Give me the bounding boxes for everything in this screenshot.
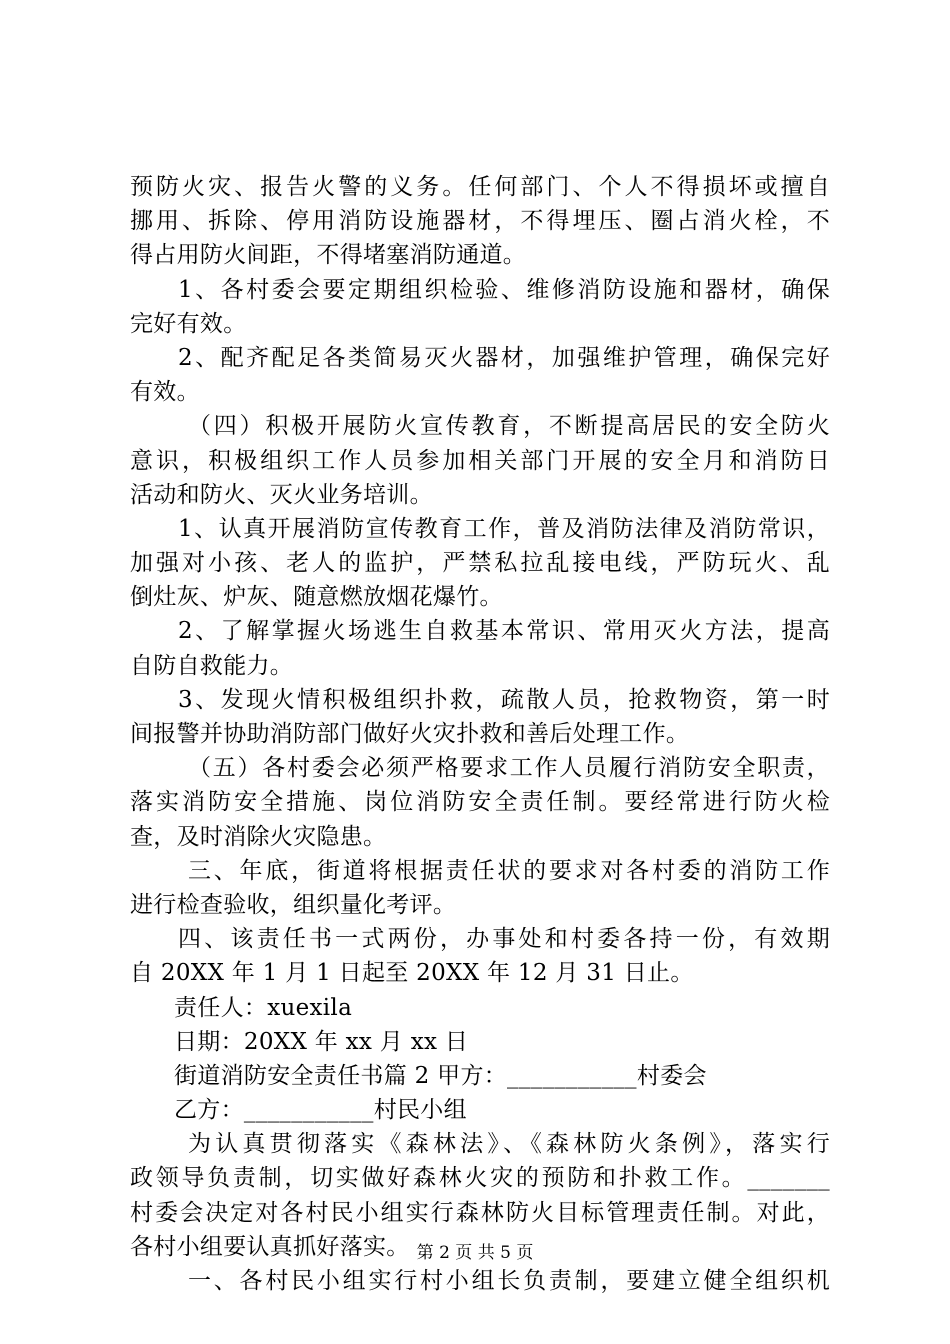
text-line: 2、配齐配足各类简易灭火器材，加强维护管理，确保完好 [178, 344, 830, 371]
text-line: 落实消防安全措施、岗位消防安全责任制。要经常进行防火检 [130, 789, 830, 816]
text-line: 为认真贯彻落实《森林法》、《森林防火条例》，落实行 [188, 1131, 830, 1158]
text-line: 3、发现火情积极组织扑救，疏散人员，抢救物资，第一时 [178, 686, 830, 713]
page-footer [0, 1242, 950, 1264]
text-line: 1、各村委会要定期组织检验、维修消防设施和器材，确保 [178, 276, 830, 303]
text-line: 乙方：___________村民小组 [174, 1097, 467, 1124]
text-line: 完好有效。 [130, 310, 247, 337]
text-line: 倒灶灰、炉灰、随意燃放烟花爆竹。 [130, 584, 503, 611]
text-line: 各村小组要认真抓好落实。 [130, 1233, 410, 1260]
text-line: （五）各村委会必须严格要求工作人员履行消防安全职责， [188, 755, 830, 782]
text-line: 政领导负责制，切实做好森林火灾的预防和扑救工作。_______ [130, 1165, 830, 1192]
text-line: 自防自救能力。 [130, 652, 294, 679]
document-body [130, 170, 830, 1298]
text-line: 查，及时消除火灾隐患。 [130, 823, 387, 850]
text-line: 加强对小孩、老人的监护，严禁私拉乱接电线，严防玩火、乱 [130, 550, 830, 577]
text-line: 四、该责任书一式两份，办事处和村委各持一份，有效期 [178, 926, 830, 953]
text-line: 责任人：xuexila [174, 994, 353, 1021]
text-line: 活动和防火、灭火业务培训。 [130, 481, 433, 508]
text-line: 意识，积极组织工作人员参加相关部门开展的安全月和消防日 [130, 447, 830, 474]
text-line: 村委会决定对各村民小组实行森林防火目标管理责任制。对此， [130, 1199, 830, 1226]
page-number: 第 2 页 共 5 页 [416, 1243, 534, 1263]
text-line: 日期：20XX 年 xx 月 xx 日 [174, 1028, 469, 1055]
text-line: （四）积极开展防火宣传教育，不断提高居民的安全防火 [188, 413, 830, 440]
text-line: 间报警并协助消防部门做好火灾扑救和善后处理工作。 [130, 721, 690, 747]
text-line: 1、认真开展消防宣传教育工作，普及消防法律及消防常识， [178, 515, 830, 542]
text-line: 一、各村民小组实行村小组长负责制，要建立健全组织机 [188, 1268, 830, 1294]
text-line: 街道消防安全责任书篇 2 甲方：___________村委会 [174, 1062, 707, 1089]
text-line: 有效。 [130, 379, 200, 406]
text-line: 挪用、拆除、停用消防设施器材，不得埋压、圈占消火栓，不 [130, 208, 830, 235]
text-line: 得占用防火间距，不得堵塞消防通道。 [130, 242, 527, 269]
text-line: 自 20XX 年 1 月 1 日起至 20XX 年 12 月 31 日止。 [130, 960, 694, 987]
text-line: 预防火灾、报告火警的义务。任何部门、个人不得损坏或擅自 [130, 174, 830, 200]
text-line: 2、了解掌握火场逃生自救基本常识、常用灭火方法，提高 [178, 618, 830, 645]
text-line: 进行检查验收，组织量化考评。 [130, 891, 457, 918]
text-line: 三、年底，街道将根据责任状的要求对各村委的消防工作 [188, 857, 830, 884]
